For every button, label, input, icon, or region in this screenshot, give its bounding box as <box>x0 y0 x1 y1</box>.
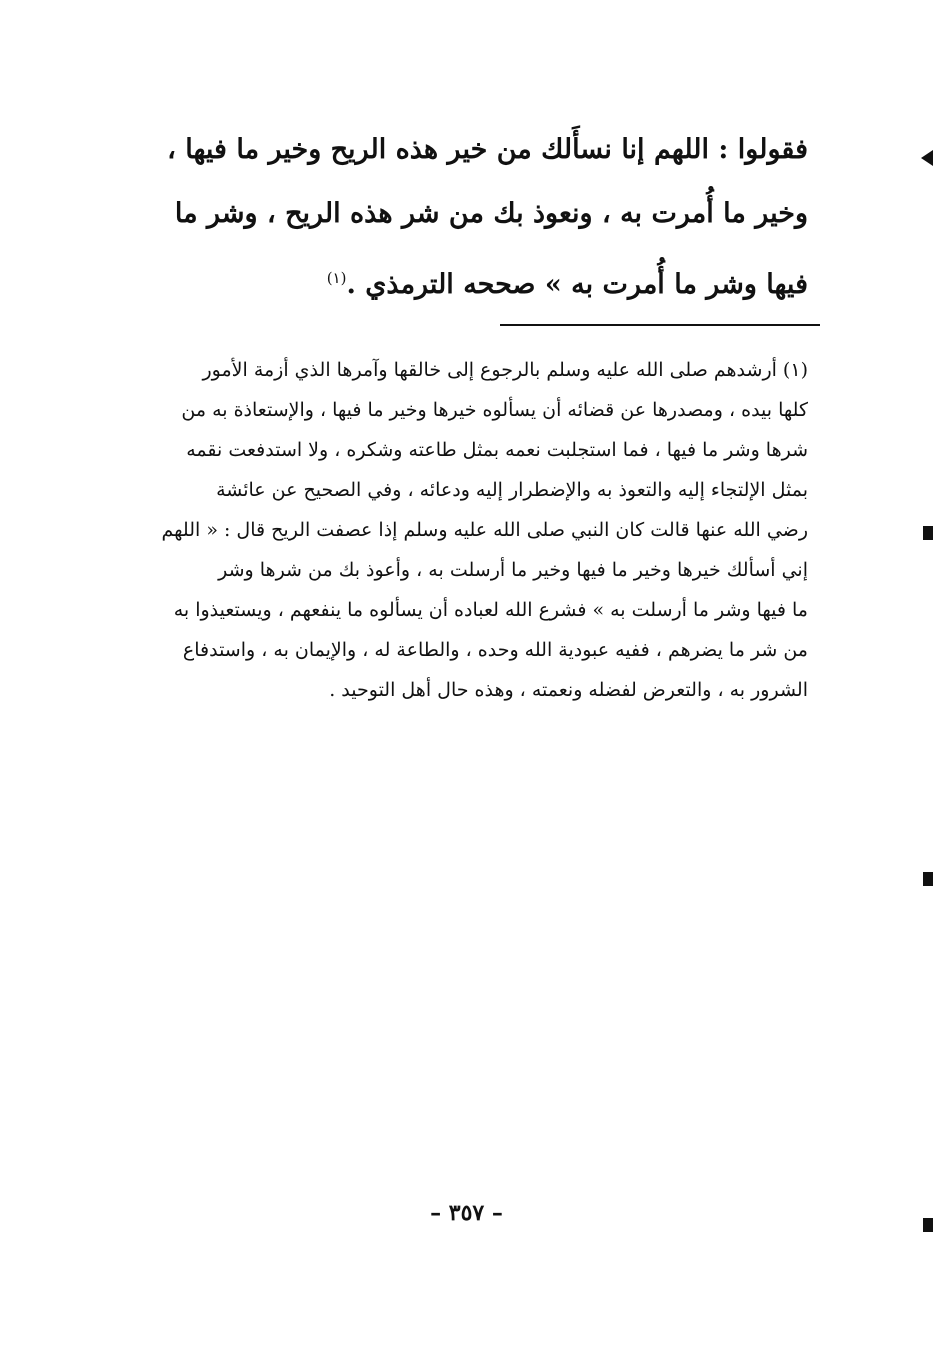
binding-edge-mark-3 <box>923 872 933 886</box>
binding-edge-mark-2 <box>923 526 933 540</box>
main-text-line-1: فقولوا : اللهم إنا نسأَلك من خير هذه الريح وخير ما فيها ، <box>167 134 808 165</box>
footnote-block <box>85 350 808 710</box>
footnote-separator-rule <box>500 324 820 326</box>
footnote-line-3: شرها وشر ما فيها ، فما استجلبت نعمه بمثل طاعته وشكره ، ولا استدفعت نقمه <box>186 439 808 461</box>
footnote-line-2: كلها بيده ، ومصدرها عن قضائه أن يسألوه خيرها وخير ما فيها ، والإستعاذة به من <box>181 399 808 421</box>
footnote-line-4: بمثل الإلتجاء إليه والتعوذ به والإضطرار إليه ودعائه ، وفي الصحيح عن عائشة <box>216 479 808 501</box>
footnote-line-8: من شر ما يضرهم ، ففيه عبودية الله وحده ، والطاعة له ، والإيمان به ، واستدفاع <box>182 639 808 661</box>
footnote-line-7: ما فيها وشر ما أرسلت به » فشرع الله لعباده أن يسألوه ما ينفعهم ، ويستعيذوا به <box>173 599 808 621</box>
binding-edge-mark-1 <box>921 150 933 166</box>
footnote-line-5: رضي الله عنها قالت كان النبي صلى الله عليه وسلم إذا عصفت الريح قال : « اللهم <box>161 519 808 541</box>
main-text-line-3-text: فيها وشر ما أُمرت به » صححه الترمذي . <box>346 269 808 300</box>
footnote-line-1: (١) أرشدهم صلى الله عليه وسلم بالرجوع إلى خالقها وآمرها الذي أزمة الأمور <box>202 359 808 381</box>
binding-edge-mark-4 <box>923 1218 933 1232</box>
page-number: – ٣٥٧ – <box>430 1200 503 1226</box>
main-text-line-3 <box>80 246 808 310</box>
main-text-line-2: وخير ما أُمرت به ، ونعوذ بك من شر هذه الريح ، وشر ما <box>174 198 808 229</box>
footnote-line-9: الشرور به ، والتعرض لفضله ونعمته ، وهذه حال أهل التوحيد . <box>329 679 808 701</box>
footnote-reference-marker: (١) <box>326 269 347 287</box>
main-text-block <box>80 118 808 310</box>
footnote-line-6: إني أسألك خيرها وخير ما فيها وخير ما أرسلت به ، وأعوذ بك من شرها وشر <box>218 559 808 581</box>
